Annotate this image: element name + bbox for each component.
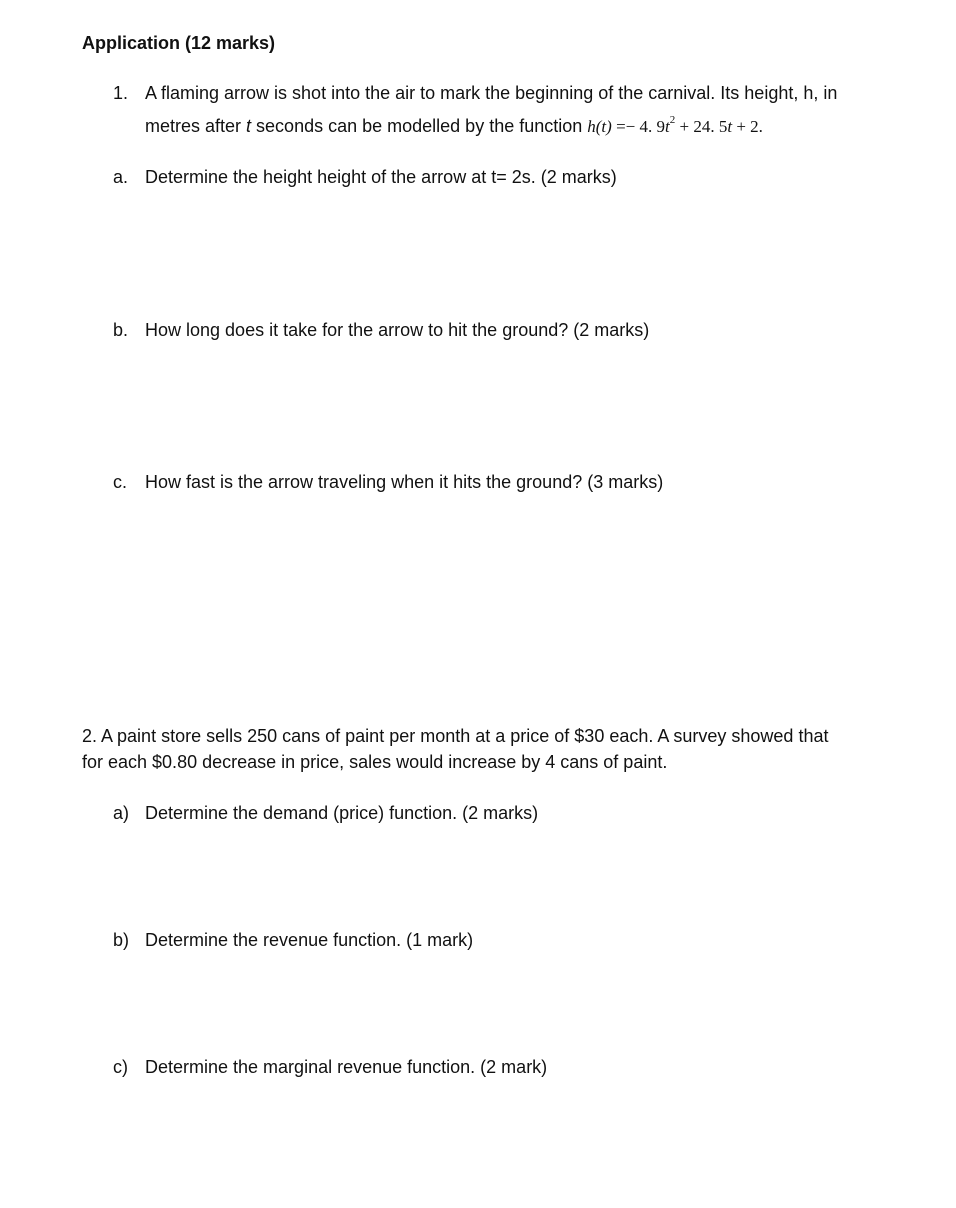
page-heading: Application (12 marks) xyxy=(82,33,276,53)
question-2a-label: a) xyxy=(113,803,130,823)
question-2c-label: c) xyxy=(113,1057,128,1077)
question-2b-text: Determine the revenue function. (1 mark) xyxy=(145,930,474,950)
question-1a-text: Determine the height height of the arrow at t= 2s. (2 marks) xyxy=(145,167,617,187)
function-exponent: 2 xyxy=(669,114,676,126)
question-1a-label: a. xyxy=(113,167,129,187)
variable-t: t xyxy=(246,116,252,136)
function-t-2: t xyxy=(727,117,733,136)
question-1-line-2-mid: seconds can be modelled by the function xyxy=(251,116,588,136)
function-rest-1: + 24. 5 xyxy=(675,117,728,136)
function-lhs: h(t) xyxy=(587,117,612,136)
question-2c-text: Determine the marginal revenue function. (2 mark) xyxy=(145,1057,548,1077)
question-1-line-2-prefix: metres after xyxy=(145,116,247,136)
function-rest-2: + 2. xyxy=(732,117,763,136)
question-2b-label: b) xyxy=(113,930,130,950)
function-t: t xyxy=(665,117,670,136)
question-1-line-1: A flaming arrow is shot into the air to mark the beginning of the carnival. Its height, h, in xyxy=(145,83,838,103)
question-1c-label: c. xyxy=(113,472,128,492)
question-1-number: 1. xyxy=(113,83,129,103)
question-2-line-1: 2. A paint store sells 250 cans of paint per month at a price of $30 each. A survey showed that xyxy=(82,726,829,746)
question-1-line-2 xyxy=(145,116,763,137)
question-2-line-2: for each $0.80 decrease in price, sales would increase by 4 cans of paint. xyxy=(82,752,668,772)
question-2a-text: Determine the demand (price) function. (2 marks) xyxy=(145,803,539,823)
question-1b-label: b. xyxy=(113,320,129,340)
function-eq: =− 4. 9 xyxy=(611,117,665,136)
question-1c-text: How fast is the arrow traveling when it hits the ground? (3 marks) xyxy=(145,472,664,492)
question-1b-text: How long does it take for the arrow to hit the ground? (2 marks) xyxy=(145,320,650,340)
